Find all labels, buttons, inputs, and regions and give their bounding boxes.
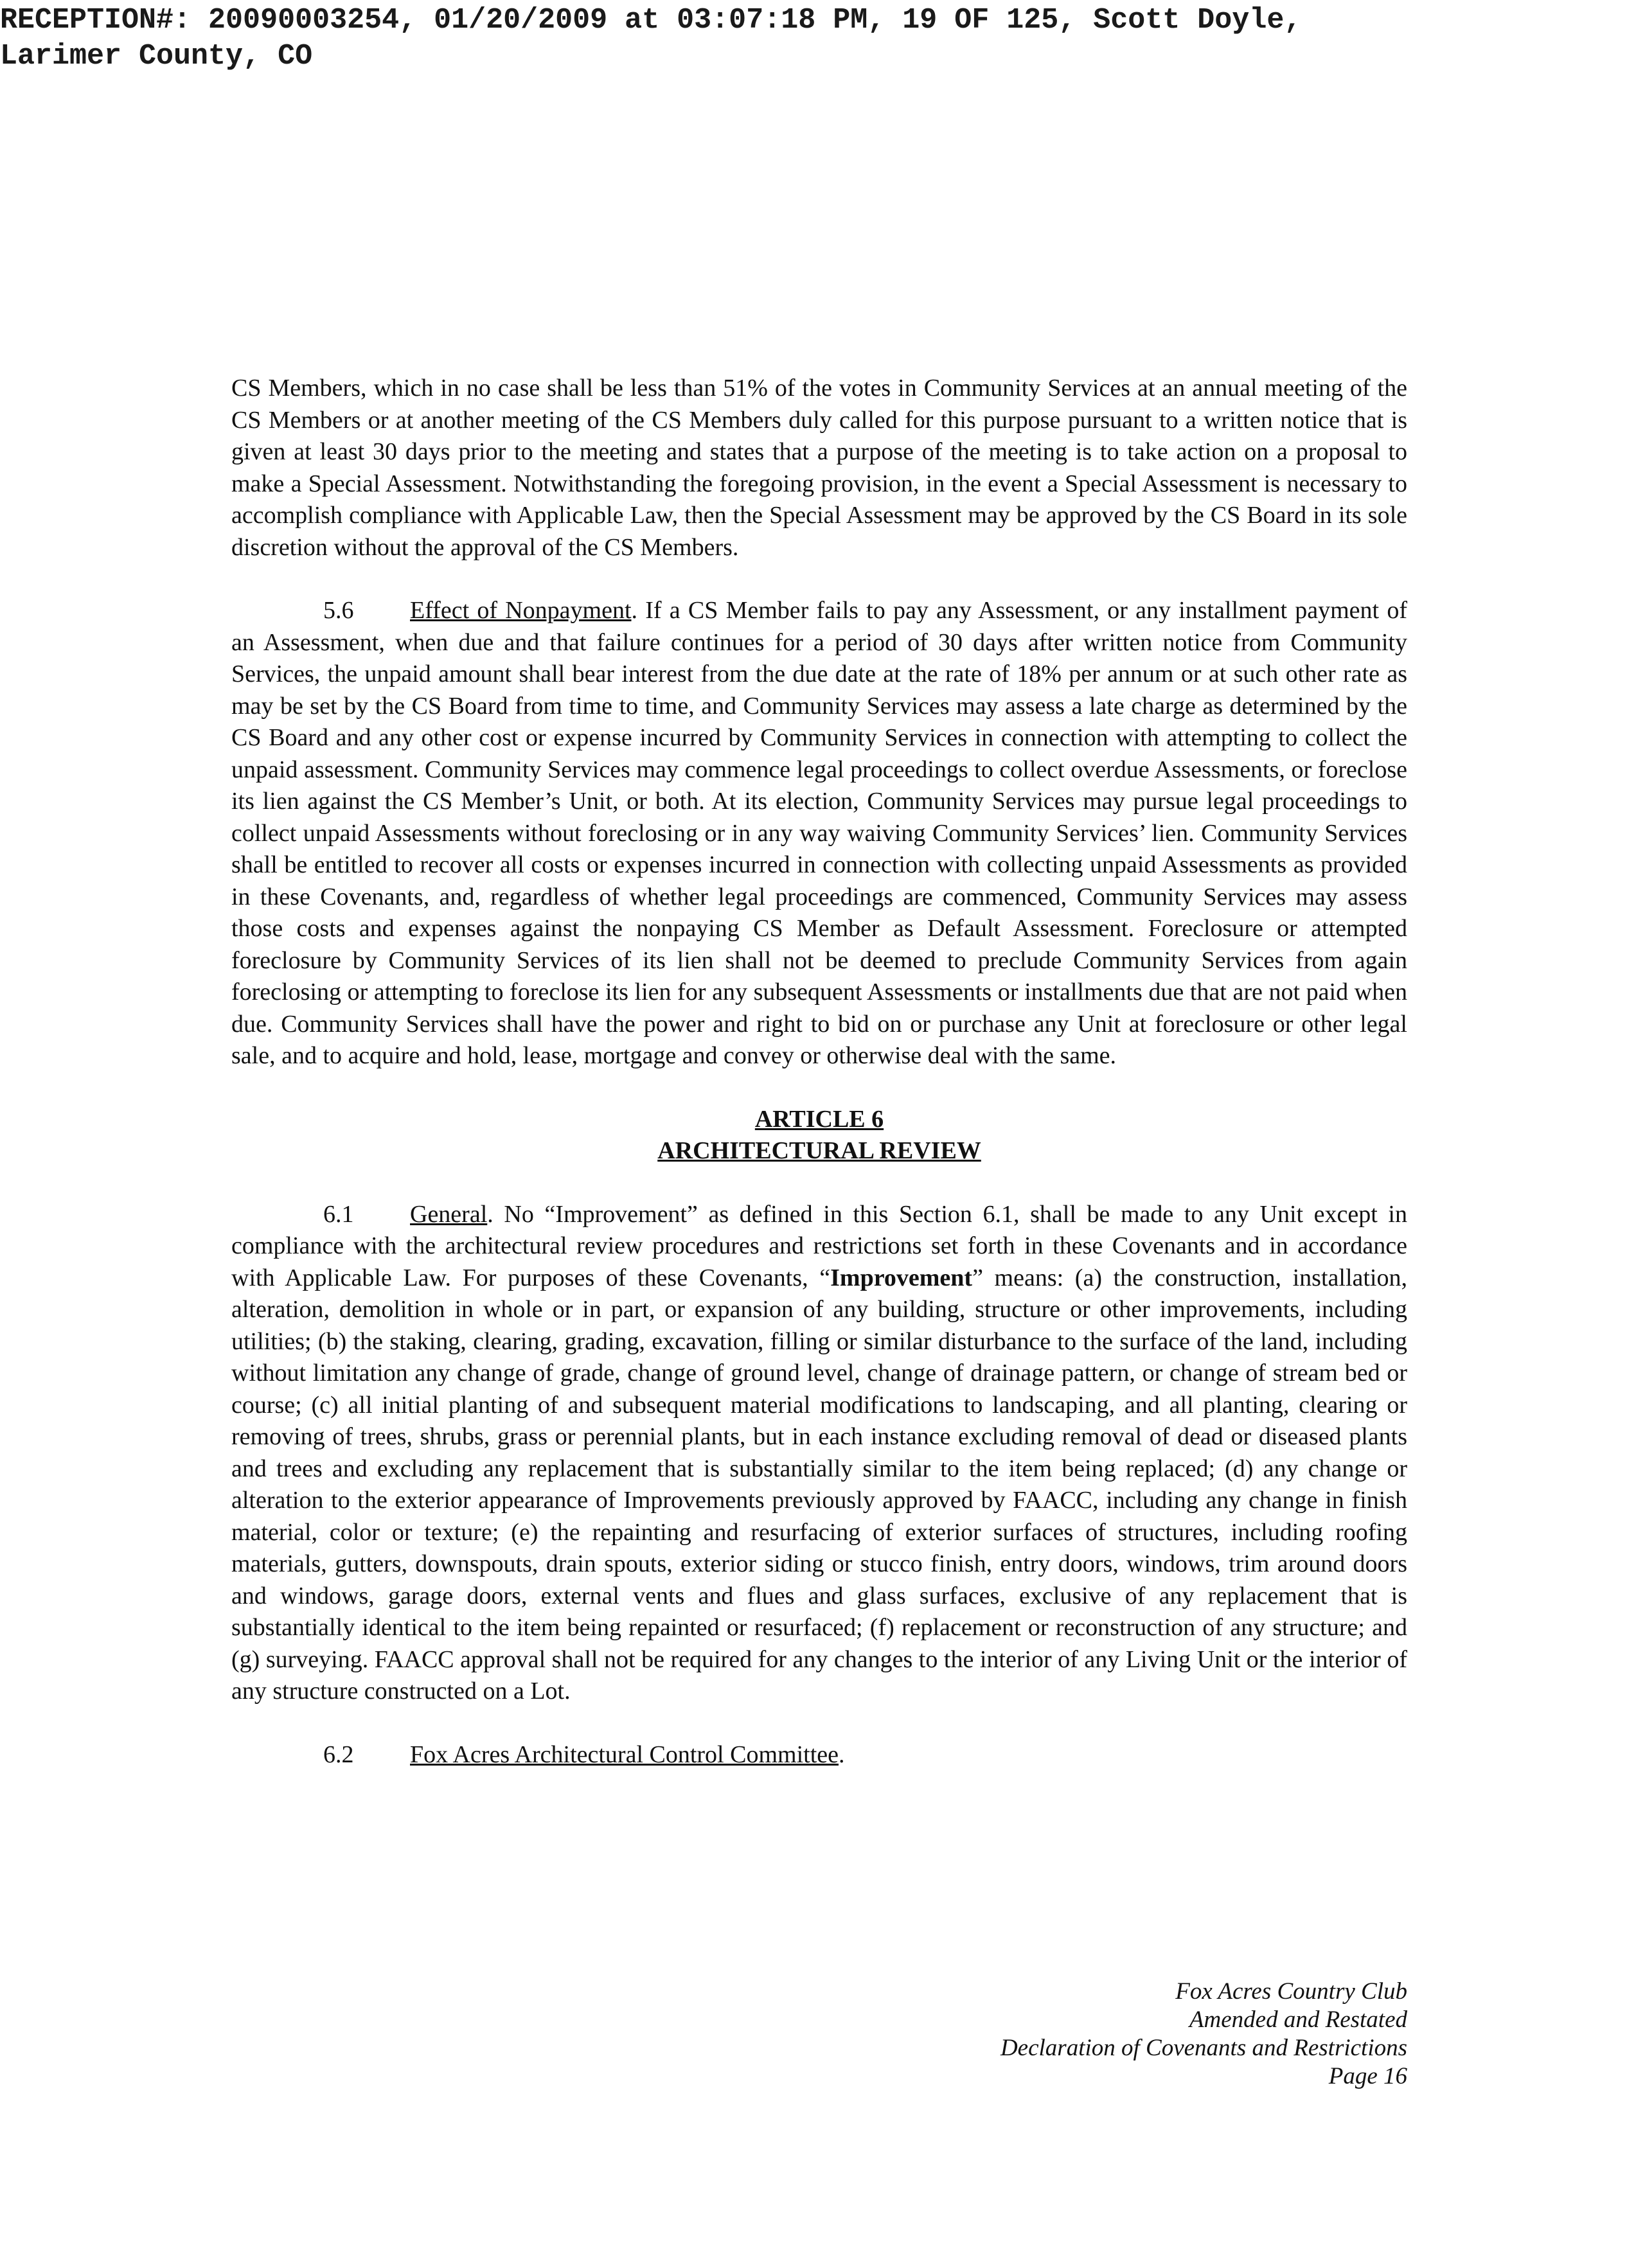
header-line-1: RECEPTION#: 20090003254, 01/20/2009 at 03:07:18 PM, 19 OF 125, Scott Doyle, [0, 4, 1302, 37]
page-footer [1000, 1978, 1407, 2091]
recording-header [0, 3, 1619, 75]
section-5-6-number: 5.6 [323, 597, 354, 624]
document-body [231, 373, 1407, 1771]
footer-page-number: Page 16 [1328, 2063, 1407, 2089]
section-6-2-suffix: . [839, 1741, 845, 1768]
article-number: ARTICLE 6 [754, 1105, 884, 1133]
footer-line-2: Amended and Restated [1189, 2007, 1407, 2033]
section-6-1-title: General [410, 1200, 488, 1228]
section-5-6-text: . If a CS Member fails to pay any Assessment, or any installment payment of an Assessment, when due and that failure continues for a period of 30 days after written notice from Community Services, the unpaid amount shall bear interest from the due date at the rate of 18% per annum or at such other rate as may be set by the CS Board from time to time, and Community Services may assess a late charge as determined by the CS Board and any other cost or expense incurred by Community Services in connection with attempting to collect the unpaid assessment. Community Services may commence legal proceedings to collect overdue Assessments, or foreclose its lien against the CS Member’s Unit, or both. At its election, Community Services may pursue legal proceedings to collect unpaid Assessments without foreclosing or in any way waiving Community Services’ lien. Community Services shall be entitled to recover all costs or expenses incurred in connection with collecting unpaid Assessments as provided in these Covenants, and, regardless of whether legal proceedings are commenced, Community Services may assess those costs and expenses against the nonpaying CS Member as Default Assessment. Foreclosure or attempted foreclosure by Community Services of its lien shall not be deemed to preclude Community Services from again foreclosing or attempting to foreclose its lien for any subsequent Assessments or installments due that are not paid when due. Community Services shall have the power and right to bid on or purchase any Unit at foreclosure or other legal sale, and to acquire and hold, lease, mortgage and convey or otherwise deal with the same. [231, 597, 1407, 1069]
section-6-1-text-a: . No “Improvement” as defined in this Section 6.1, shall be made to any Unit except in compliance with the architectural review procedures and restrictions set forth in these Covenants and in accordance with Applicable Law. For purposes of these Covenants, “ [231, 1200, 1407, 1291]
footer-line-3: Declaration of Covenants and Restrictions [1000, 2035, 1407, 2061]
section-6-2-number: 6.2 [323, 1741, 354, 1768]
footer-line-1: Fox Acres Country Club [1175, 1978, 1407, 2005]
section-6-2-title: Fox Acres Architectural Control Committee [410, 1741, 839, 1768]
section-5-6-title: Effect of Nonpayment [410, 597, 632, 624]
article-title: ARCHITECTURAL REVIEW [657, 1137, 981, 1164]
section-6-1-number: 6.1 [323, 1200, 354, 1228]
section-6-2 [231, 1739, 1407, 1771]
section-6-1 [231, 1199, 1407, 1708]
article-6-heading [231, 1104, 1407, 1167]
header-line-2: Larimer County, CO [0, 40, 313, 73]
section-5-6 [231, 595, 1407, 1072]
section-6-1-defined-term: Improvement [830, 1264, 973, 1291]
paragraph-special-assessment: CS Members, which in no case shall be less than 51% of the votes in Community Services at an annual meeting of the CS Members or at another meeting of the CS Members duly called for this purpose pursuant to a written notice that is given at least 30 days prior to the meeting and states that a purpose of the meeting is to take action on a proposal to make a Special Assessment. Notwithstanding the foregoing provision, in the event a Special Assessment is necessary to accomplish compliance with Applicable Law, then the Special Assessment may be approved by the CS Board in its sole discretion without the approval of the CS Members. [231, 375, 1407, 561]
section-6-1-text-b: ” means: (a) the construction, installation, alteration, demolition in whole or in part, or expansion of any building, structure or other improvements, including utilities; (b) the staking, clearing, grading, excavation, filling or similar disturbance to the surface of the land, including without limitation any change of grade, change of ground level, change of drainage pattern, or change of stream bed or course; (c) all initial planting of and subsequent material modifications to landscaping, and all planting, clearing or removing of trees, shrubs, grass or perennial plants, but in each instance excluding removal of dead or diseased plants and trees and excluding any replacement that is substantially similar to the item being replaced; (d) any change or alteration to the exterior appearance of Improvements previously approved by FAACC, including any change in finish material, color or texture; (e) the repainting and resurfacing of exterior surfaces of structures, including roofing materials, gutters, downspouts, drain spouts, exterior siding or stucco finish, entry doors, windows, trim around doors and windows, garage doors, external vents and flues and glass surfaces, exclusive of any replacement that is substantially identical to the item being repainted or resurfaced; (f) replacement or reconstruction of any structure; and (g) surveying. FAACC approval shall not be required for any changes to the interior of any Living Unit or the interior of any structure constructed on a Lot. [231, 1264, 1407, 1705]
